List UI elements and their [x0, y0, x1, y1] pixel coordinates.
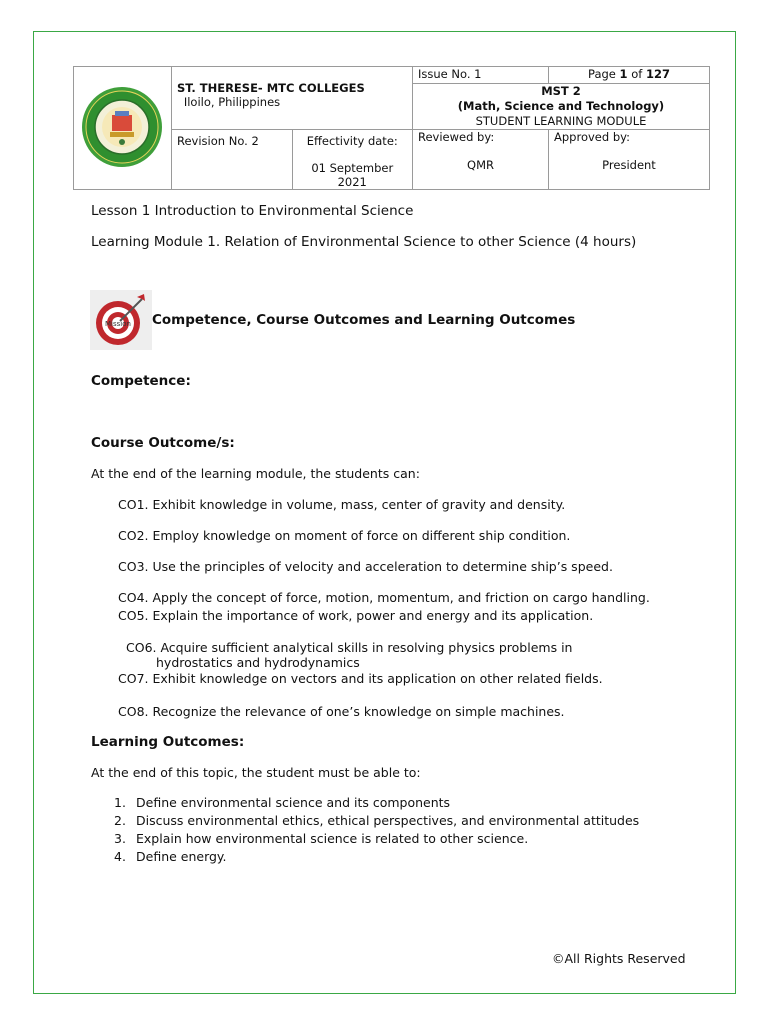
course-outcome-item: CO2. Employ knowledge on moment of force on different ship condition.: [118, 528, 571, 543]
course-outcome-item: CO6. Acquire sufficient analytical skills in resolving physics problems in: [126, 640, 573, 655]
college-name-cell: [172, 67, 365, 130]
learning-outcome-item: 3. Explain how environmental science is related to other science.: [114, 831, 529, 846]
college-logo-cell: [74, 67, 172, 190]
approved-label: Approved by:: [554, 130, 630, 144]
learning-outcome-item: 4. Define energy.: [114, 849, 227, 864]
competence-label: Competence:: [91, 373, 191, 389]
copyright-notice: ©All Rights Reserved: [552, 951, 686, 966]
college-location: Iloilo, Philippines: [183, 95, 281, 109]
course-outcome-item-continued: hydrostatics and hydrodynamics: [156, 655, 360, 670]
document-header-table: [73, 66, 710, 190]
course-title-cell: [413, 84, 710, 130]
course-name: (Math, Science and Technology): [457, 99, 665, 113]
college-seal-icon: [74, 74, 171, 180]
course-outcome-item: CO4. Apply the concept of force, motion, momentum, and friction on cargo handling.: [118, 590, 650, 605]
approved-cell: [549, 130, 710, 190]
learning-outcomes-intro: At the end of this topic, the student must be able to:: [91, 765, 421, 780]
revision-number: Revision No. 2: [172, 130, 293, 190]
effectivity-label: Effectivity date:: [306, 134, 398, 148]
course-outcome-item: CO1. Exhibit knowledge in volume, mass, center of gravity and density.: [118, 497, 566, 512]
course-outcomes-intro: At the end of the learning module, the students can:: [91, 466, 420, 481]
reviewed-label: Reviewed by:: [418, 130, 495, 144]
course-outcome-item: CO3. Use the principles of velocity and acceleration to determine ship’s speed.: [118, 559, 613, 574]
learning-outcome-item: 1. Define environmental science and its components: [114, 795, 451, 810]
course-code: MST 2: [541, 84, 581, 98]
module-title: Learning Module 1. Relation of Environmental Science to other Science (4 hours): [91, 234, 637, 250]
effectivity-date: 01 September 2021: [311, 161, 394, 189]
lesson-title: Lesson 1 Introduction to Environmental Science: [91, 203, 414, 219]
target-icon: [90, 290, 152, 350]
course-outcome-item: CO8. Recognize the relevance of one’s knowledge on simple machines.: [118, 704, 565, 719]
competence-heading: Competence, Course Outcomes and Learning Outcomes: [152, 312, 576, 328]
target-badge-text: Mission: [105, 320, 131, 328]
college-name: ST. THERESE- MTC COLLEGES: [177, 81, 365, 95]
approved-value: President: [602, 158, 656, 172]
module-type: STUDENT LEARNING MODULE: [475, 114, 647, 128]
learning-outcomes-label: Learning Outcomes:: [91, 734, 245, 750]
reviewed-cell: [413, 130, 549, 190]
issue-number: Issue No. 1: [413, 67, 549, 84]
course-outcomes-label: Course Outcome/s:: [91, 435, 235, 451]
learning-outcome-item: 2. Discuss environmental ethics, ethical perspectives, and environmental attitudes: [114, 813, 640, 828]
reviewed-value: QMR: [467, 158, 494, 172]
course-outcome-item: CO7. Exhibit knowledge on vectors and its application on other related fields.: [118, 671, 603, 686]
effectivity-cell: [292, 130, 413, 190]
page-indicator: Page 1 of 127: [549, 67, 710, 84]
course-outcome-item: CO5. Explain the importance of work, power and energy and its application.: [118, 608, 594, 623]
